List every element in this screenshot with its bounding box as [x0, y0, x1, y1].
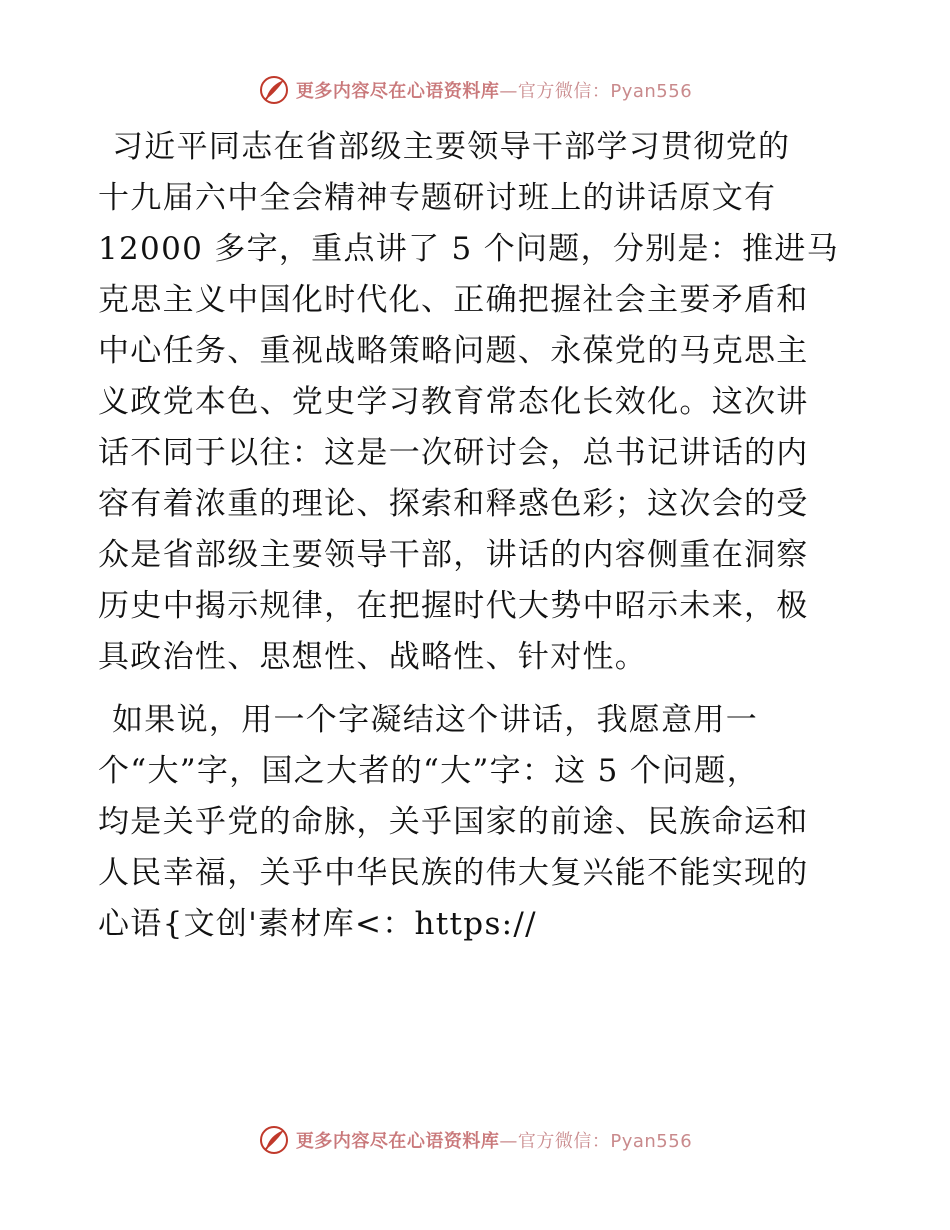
text-line: 话不同于以往：这是一次研讨会，总书记讲话的内 [98, 435, 809, 471]
footer-banner-main: 更多内容尽在心语资料库 [295, 1131, 500, 1152]
text-line: 十九届六中全会精神专题研讨班上的讲话原文有 [98, 180, 777, 216]
header-banner [0, 70, 950, 110]
header-banner-sub: 官方微信： [517, 81, 611, 102]
quill-pen-logo-icon [258, 74, 290, 106]
footer-banner-sub: 官方微信： [517, 1131, 611, 1152]
text-line: 众是省部级主要领导干部，讲话的内容侧重在洞察 [98, 537, 809, 573]
text-line: 心语{文创'素材库<：https:// [98, 906, 537, 942]
text-line: 习近平同志在省部级主要领导干部学习贯彻党的 [112, 129, 791, 165]
footer-banner-dash: — [499, 1131, 518, 1152]
text-line: 义政党本色、党史学习教育常态化长效化。这次讲 [98, 384, 809, 420]
header-banner-dash: — [499, 81, 518, 102]
text-line: 具政治性、思想性、战略性、针对性。 [98, 639, 648, 675]
text-line: 人民幸福，关乎中华民族的伟大复兴能不能实现的 [98, 855, 809, 891]
text-line: 容有着浓重的理论、探索和释惑色彩；这次会的受 [98, 486, 809, 522]
text-line: 均是关乎党的命脉，关乎国家的前途、民族命运和 [98, 804, 809, 840]
text-line: 历史中揭示规律，在把握时代大势中昭示未来，极 [98, 588, 809, 624]
quill-pen-logo-icon [258, 1124, 290, 1156]
paragraph-2 [98, 695, 858, 950]
header-banner-text [296, 77, 692, 103]
footer-banner-text [296, 1127, 692, 1153]
header-banner-wechat-id: Pyan556 [610, 81, 693, 102]
text-line: 12000 多字，重点讲了 5 个问题，分别是：推进马 [98, 231, 839, 267]
footer-banner [0, 1120, 950, 1160]
paragraph-1 [98, 122, 858, 683]
text-line: 克思主义中国化时代化、正确把握社会主要矛盾和 [98, 282, 809, 318]
footer-banner-wechat-id: Pyan556 [610, 1131, 693, 1152]
document-body [98, 122, 858, 950]
text-line: 中心任务、重视战略策略问题、永葆党的马克思主 [98, 333, 809, 369]
text-line: 如果说，用一个字凝结这个讲话，我愿意用一 [112, 702, 758, 738]
header-banner-main: 更多内容尽在心语资料库 [295, 81, 500, 102]
text-line: 个“大”字，国之大者的“大”字：这 5 个问题， [98, 753, 760, 789]
